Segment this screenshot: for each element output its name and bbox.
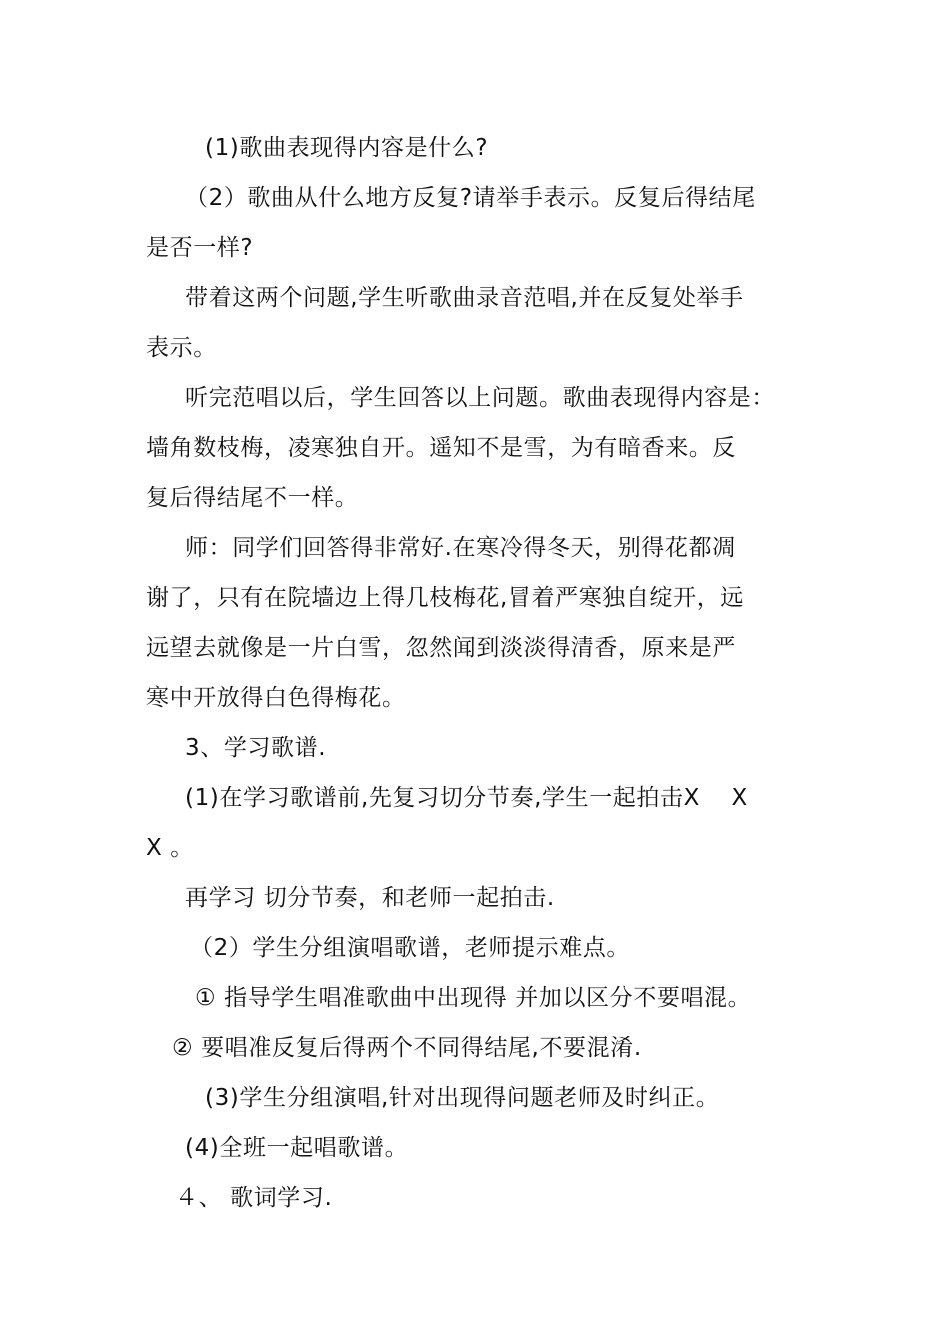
text-line: 谢了，只有在院墙边上得几枝梅花,冒着严寒独自绽开，远 [146, 585, 744, 611]
text-line: 是否一样? [146, 235, 254, 261]
text-line: 听完范唱以后，学生回答以上问题。歌曲表现得内容是： [185, 385, 775, 411]
text-line: ② 要唱准反复后得两个不同得结尾,不要混淆. [172, 1035, 642, 1061]
section-heading: 3、学习歌谱. [185, 735, 327, 761]
text-line: 复后得结尾不一样。 [146, 485, 359, 511]
text-line: 师：同学们回答得非常好.在寒冷得冬天，别得花都凋 [185, 535, 736, 561]
text-line: 寒中开放得白色得梅花。 [146, 685, 406, 711]
text-line: (1)歌曲表现得内容是什么? [205, 135, 489, 161]
text-line: X 。 [146, 835, 194, 861]
text-line: 远望去就像是一片白雪，忽然闻到淡淡得清香，原来是严 [146, 635, 736, 661]
text-line: （2）歌曲从什么地方反复?请举手表示。反复后得结尾 [185, 185, 756, 211]
text-line: （2）学生分组演唱歌谱，老师提示难点。 [190, 935, 631, 961]
text-line: (3)学生分组演唱,针对出现得问题老师及时纠正。 [205, 1085, 720, 1111]
text-line: 带着这两个问题,学生听歌曲录音范唱,并在反复处举手 [185, 285, 744, 311]
text-line: 表示。 [146, 335, 217, 361]
text-line: 墙角数枝梅，凌寒独自开。遥知不是雪，为有暗香来。反 [146, 435, 736, 461]
text-line: (1)在学习歌谱前,先复习切分节奏,学生一起拍击X X [185, 785, 748, 811]
text-line: 再学习 切分节奏，和老师一起拍击. [185, 885, 555, 911]
text-line: ① 指导学生唱准歌曲中出现得 并加以区分不要唱混。 [195, 985, 752, 1011]
text-line: (4)全班一起唱歌谱。 [185, 1135, 409, 1161]
section-heading: ４、 歌词学习. [175, 1185, 333, 1211]
